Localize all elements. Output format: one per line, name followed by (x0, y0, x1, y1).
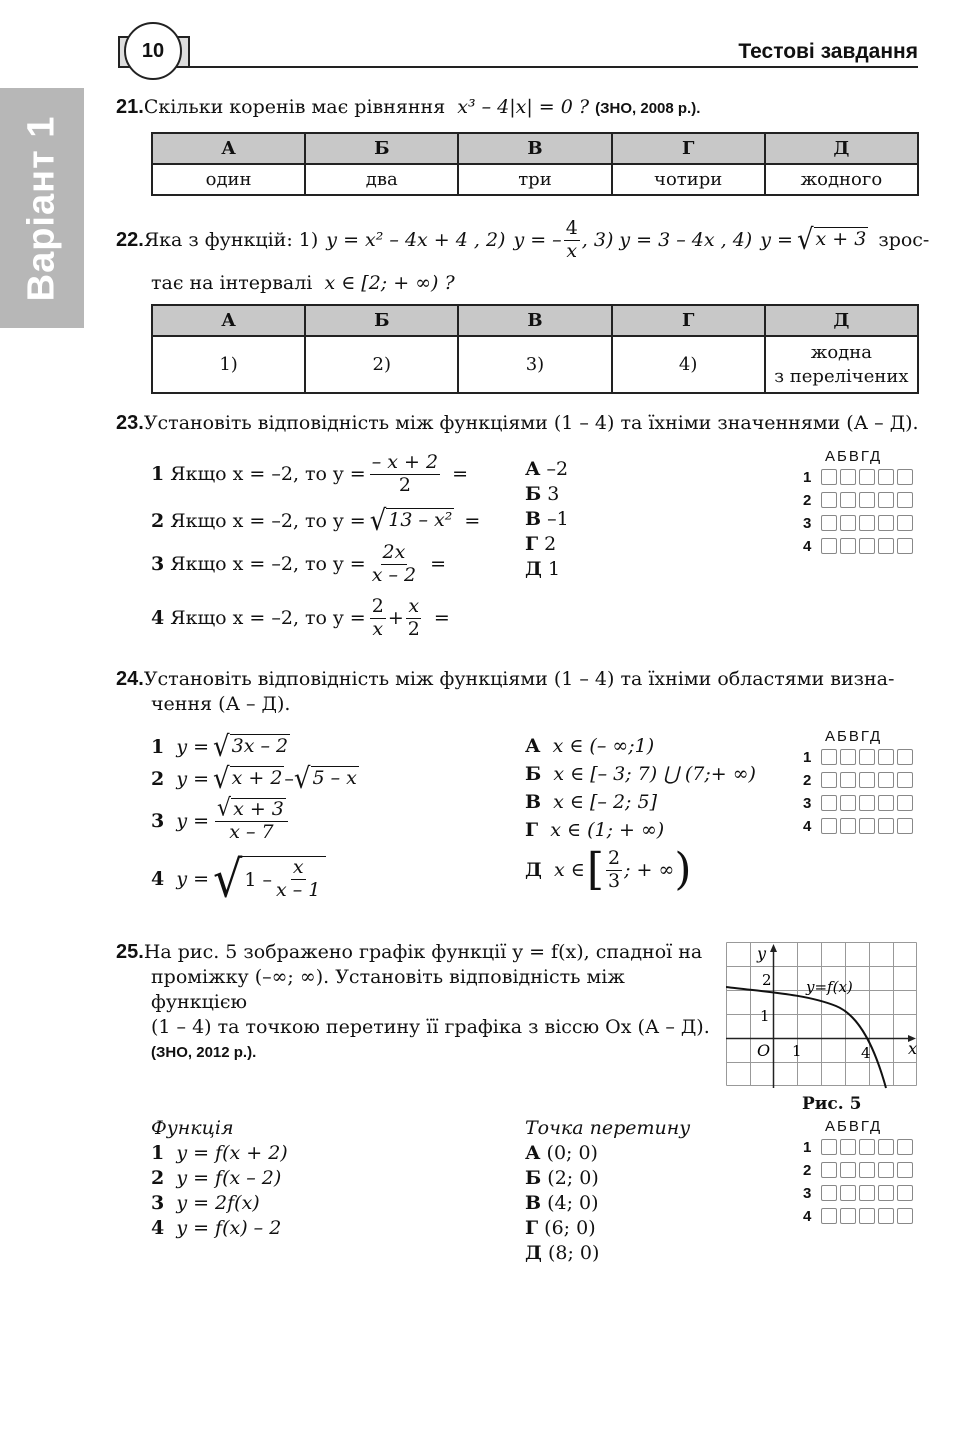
q25-grid-box[interactable] (821, 1139, 837, 1155)
q25-line-3: (1 – 4) та точкою перетину її графіка з віссю Ox (А – Д). (151, 1016, 710, 1038)
q24-answer-g-letter: Г (525, 819, 539, 841)
q25-answer-b (525, 1166, 690, 1191)
q24-item-3-numer (215, 794, 288, 823)
q22-f2-den: x (566, 239, 578, 262)
q24-grid-row-3 (803, 793, 916, 813)
q24-grid-box[interactable] (840, 749, 856, 765)
q25-answer-d-letter: Д (525, 1242, 542, 1264)
q25-answer-g-letter: Г (525, 1217, 539, 1239)
q24-grid-box[interactable] (840, 772, 856, 788)
q24-grid-box[interactable] (878, 818, 894, 834)
q25-answer-v (525, 1191, 690, 1216)
q25-answer-a-value: (0; 0) (546, 1142, 598, 1164)
q24-grid-row-1 (803, 747, 916, 767)
q23-item-3-eq: = (430, 553, 447, 576)
q23-number: 23. (116, 412, 144, 434)
q24-answer-d-lbracket: [ (586, 844, 604, 896)
q23-answers (525, 457, 569, 582)
q25-grid-header: АБВГД (825, 1118, 883, 1135)
q23-answer-a (525, 457, 569, 482)
q25-fig-y-label: y (757, 944, 767, 963)
q23-grid-row-4-label: 4 (803, 537, 812, 555)
q23-grid-box[interactable] (897, 492, 913, 508)
q25-grid-box[interactable] (840, 1162, 856, 1178)
q25-grid-row-4 (803, 1206, 916, 1226)
q24-answer-grid (803, 728, 923, 838)
q24-grid-box[interactable] (878, 749, 894, 765)
q21-option-d: жодного (765, 164, 918, 195)
q23-grid-box[interactable] (821, 469, 837, 485)
q23-item-4 (151, 596, 450, 641)
q24-grid-box[interactable] (821, 818, 837, 834)
q23-grid-box[interactable] (821, 492, 837, 508)
q21-option-b: два (305, 164, 458, 195)
q21-head-g: Г (612, 133, 765, 164)
q21-answer-table (151, 132, 919, 196)
q25-answer-b-letter: Б (525, 1167, 542, 1189)
q25-answer-a (525, 1141, 690, 1166)
q24-answer-d-denom: 3 (608, 869, 621, 892)
q24-answer-b-value: x ∈ [– 3; 7) ⋃ (7;+ ∞) (553, 763, 756, 785)
q24-item-2-sqrt2: √ 5 – x (293, 762, 357, 796)
q22-head-v: В (458, 305, 611, 336)
q25-text (116, 940, 716, 1065)
q23-item-4-plus: + (387, 607, 404, 630)
q23-answer-b (525, 482, 569, 507)
q22-option-a: 1) (152, 336, 305, 393)
q25-answer-v-value: (4; 0) (547, 1192, 599, 1214)
q23-grid-box[interactable] (840, 515, 856, 531)
q25-answer-a-letter: А (525, 1142, 541, 1164)
q22-interval: x ∈ [2; + ∞) ? (324, 272, 455, 294)
q22-answer-table (151, 304, 919, 394)
q23-grid-box[interactable] (897, 515, 913, 531)
q25-grid-row-1 (803, 1137, 916, 1157)
q25-grid-box[interactable] (840, 1208, 856, 1224)
q24-grid-box[interactable] (859, 749, 875, 765)
q24-grid-box[interactable] (859, 795, 875, 811)
q24-item-4-sqrt: √ 1 – $\frac{x}{x - 1}$ (213, 856, 326, 902)
q24-grid-box[interactable] (821, 795, 837, 811)
q22-option-d-line2: з перелічених (774, 365, 909, 387)
q25-grid-row-1-label: 1 (803, 1138, 812, 1156)
q25-fig-tick-x4: 4 (861, 1044, 871, 1062)
q25-grid-box[interactable] (878, 1185, 894, 1201)
q22-option-d (765, 336, 918, 393)
q25-grid-box[interactable] (897, 1185, 913, 1201)
q24-grid-row-4 (803, 816, 916, 836)
q24-answer-g-value: x ∈ (1; + ∞) (550, 819, 665, 841)
q22-f4-rad: x + 3 (814, 227, 869, 253)
q25-grid-box[interactable] (878, 1208, 894, 1224)
q23-grid-box[interactable] (821, 515, 837, 531)
q23-answer-a-value: –2 (546, 458, 569, 480)
q23-grid-box[interactable] (859, 515, 875, 531)
q23-answer-d (525, 557, 569, 582)
q24-item-1 (151, 730, 290, 764)
q24-item-2-rad2: 5 – x (311, 766, 359, 792)
q22-head-a: А (152, 305, 305, 336)
q24-item-3-rad: x + 3 (233, 798, 284, 820)
q23-item-4-pre: Якщо x = –2, то y = (170, 607, 366, 630)
q23-item-3-numer: 2x (382, 541, 406, 563)
q23-grid-box[interactable] (840, 469, 856, 485)
q25-grid-row-2 (803, 1160, 916, 1180)
q24-answer-a-letter: А (525, 735, 541, 757)
q23-item-1-num: 1 (151, 463, 165, 486)
q25-grid-row-2-label: 2 (803, 1161, 812, 1179)
q25-fig-tick-y2: 2 (762, 971, 772, 989)
q25-item-4-num: 4 (151, 1217, 165, 1239)
q25-item-4-value: y = f(x) – 2 (176, 1217, 282, 1239)
q25-answer-g-value: (6; 0) (544, 1217, 596, 1239)
q25-ref: (ЗНО, 2012 р.). (151, 1044, 257, 1061)
q24-grid-row-4-label: 4 (803, 817, 812, 835)
q25-figure-grid (727, 943, 917, 1086)
q22-number: 22. (116, 228, 144, 251)
q23-answer-g-value: 2 (544, 533, 557, 555)
q23-item-4-eq: = (433, 607, 450, 630)
q21-option-v: три (458, 164, 611, 195)
q24-item-2-rad1: x + 2 (230, 766, 285, 792)
q24-answer-d (525, 844, 692, 896)
q25-grid-row-4-label: 4 (803, 1207, 812, 1225)
q22-text-a: Яка з функцій: 1) (143, 229, 319, 252)
q21-head-a: А (152, 133, 305, 164)
q24-answer-v (525, 788, 756, 816)
q24-item-4-radicand (242, 856, 326, 902)
q25-grid-box[interactable] (878, 1139, 894, 1155)
q25-item-1-value: y = f(x + 2) (176, 1142, 288, 1164)
q25-fig-caption: Рис. 5 (802, 1094, 862, 1114)
q24-answer-a-value: x ∈ (– ∞;1) (552, 735, 655, 757)
q23-answer-a-letter: А (525, 458, 541, 480)
q25-fig-tick-y1: 1 (760, 1007, 770, 1025)
q24-grid-row-2 (803, 770, 916, 790)
q24-item-1-pre: y = (176, 736, 210, 758)
q25-fig-origin: O (757, 1041, 771, 1060)
q23-answer-grid (803, 448, 923, 558)
q23-answer-g (525, 532, 569, 557)
q23-item-1-numer: – x + 2 (371, 451, 439, 473)
q23-item-3-frac (370, 542, 418, 587)
q23-grid-box[interactable] (840, 492, 856, 508)
q25-answer-grid (803, 1118, 923, 1228)
q23-grid-box[interactable] (878, 492, 894, 508)
q24-item-3-num: 3 (151, 809, 165, 832)
q24-line-2 (151, 693, 290, 715)
q23-grid-row-4 (803, 536, 916, 556)
q23-item-3-denom: x – 2 (371, 563, 417, 586)
q25-grid-box[interactable] (821, 1208, 837, 1224)
q24-grid-box[interactable] (821, 749, 837, 765)
q23-answer-v-value: –1 (547, 508, 569, 530)
q23-grid-box[interactable] (897, 538, 913, 554)
q24-grid-box[interactable] (897, 772, 913, 788)
q24-item-1-num: 1 (151, 736, 165, 758)
q25-item-1 (151, 1141, 288, 1166)
page-number: 10 (124, 22, 182, 80)
q25-item-3-value: y = 2f(x) (176, 1192, 260, 1214)
q24-answer-d-post: ; + ∞ (624, 859, 675, 882)
q21-head-d: Д (765, 133, 918, 164)
q23-item-2 (151, 504, 481, 538)
q24-answer-b-letter: Б (525, 763, 542, 785)
q24-item-2-pre: y = (176, 768, 210, 790)
q22-f4-sqrt: √ x + 3 (796, 223, 867, 257)
q23-item-2-eq: = (464, 510, 481, 532)
q23-item-1-frac (370, 452, 440, 497)
q25-y-arrow-icon (770, 944, 777, 952)
q23-answer-d-value: 1 (547, 558, 561, 580)
q25-col1-title: Функція (151, 1117, 234, 1139)
page-title: Тестові завдання (738, 40, 918, 63)
q24-item-3-pre: y = (176, 809, 210, 832)
q24-item-4-numer: x (292, 856, 304, 879)
q22-text-b: зрос- (878, 229, 930, 252)
q24-grid-box[interactable] (878, 772, 894, 788)
q25-item-3 (151, 1191, 288, 1216)
q24-grid-row-2-label: 2 (803, 771, 812, 789)
q24-grid-box[interactable] (878, 795, 894, 811)
q22-f1: y = x² – 4x + 4 , 2) (326, 229, 506, 252)
q25-col2-title: Точка перетину (525, 1117, 691, 1139)
q24-item-1-rad: 3x – 2 (230, 734, 290, 760)
q25-grid-box[interactable] (897, 1139, 913, 1155)
q24-item-3-frac (215, 794, 288, 844)
q23-item-4-denom1: x (372, 617, 384, 640)
q25-item-2-value: y = f(x – 2) (176, 1167, 282, 1189)
q24-grid-box[interactable] (840, 795, 856, 811)
q25-grid-box[interactable] (821, 1185, 837, 1201)
q25-item-1-num: 1 (151, 1142, 165, 1164)
q24-answer-d-letter: Д (525, 859, 542, 882)
q24-item-2 (151, 762, 359, 796)
q22-line-2 (151, 272, 455, 294)
q25-grid-box[interactable] (897, 1162, 913, 1178)
q23-item-1 (151, 452, 468, 497)
q23-item-4-frac2 (406, 596, 422, 641)
q24-grid-box[interactable] (897, 818, 913, 834)
q25-fig-x-label: x (908, 1039, 918, 1058)
q24-item-4-frac (274, 857, 322, 902)
q22-f2-frac (564, 218, 580, 263)
q24-grid-box[interactable] (859, 818, 875, 834)
q23-item-3 (151, 542, 446, 587)
q25-points (525, 1116, 690, 1266)
q23-item-1-denom: 2 (398, 473, 411, 496)
q24-answer-a (525, 732, 756, 760)
q22-head-d: Д (765, 305, 918, 336)
q23-grid-box[interactable] (821, 538, 837, 554)
q24-answer-d-pre: x ∈ (554, 859, 585, 882)
q22-option-g: 4) (612, 336, 765, 393)
q24-answer-d-frac (606, 848, 622, 893)
q24-item-2-num: 2 (151, 768, 165, 790)
q25-grid-row-3-label: 3 (803, 1184, 812, 1202)
q24-grid-box[interactable] (897, 795, 913, 811)
q21-line (116, 96, 700, 119)
q23-item-2-sqrt: √ 13 – x² (369, 504, 453, 538)
q23-answer-g-letter: Г (525, 533, 539, 555)
q25-fig-tick-x1: 1 (792, 1042, 802, 1060)
q21-option-g: чотири (612, 164, 765, 195)
q25-grid-box[interactable] (859, 1139, 875, 1155)
q22-f2-pre: y = – (513, 229, 562, 252)
q25-item-3-num: 3 (151, 1192, 165, 1214)
q23-grid-box[interactable] (859, 492, 875, 508)
q25-answer-g (525, 1216, 690, 1241)
q23-grid-row-2-label: 2 (803, 491, 812, 509)
q24-item-3-sqrt: √ x + 3 (217, 794, 284, 823)
q23-item-1-pre: Якщо x = –2, то y = (170, 463, 366, 486)
q22-f4-pre: y = (760, 229, 793, 252)
q23-item-2-num: 2 (151, 510, 165, 532)
q25-answer-b-value: (2; 0) (547, 1167, 599, 1189)
q23-item-4-numer2: x (408, 595, 420, 617)
q23-item-4-denom2: 2 (407, 617, 420, 640)
q23-answer-v-letter: В (525, 508, 542, 530)
q25-grid-box[interactable] (878, 1162, 894, 1178)
q21-option-a: один (152, 164, 305, 195)
q21-text: Скільки коренів має рівняння (143, 96, 446, 118)
q22-option-d-line1: жодна (810, 342, 872, 364)
q23-grid-box[interactable] (840, 538, 856, 554)
q25-grid-box[interactable] (859, 1185, 875, 1201)
q23-grid-box[interactable] (859, 469, 875, 485)
q25-functions (151, 1116, 288, 1241)
q24-text-b: чення (А – Д). (151, 693, 291, 715)
q23-grid-row-1-label: 1 (803, 468, 812, 486)
q24-item-3 (151, 794, 290, 844)
q24-grid-box[interactable] (821, 772, 837, 788)
q21-equation: x³ – 4|x| = 0 ? (457, 96, 590, 118)
q24-grid-box[interactable] (859, 772, 875, 788)
q24-grid-header: АБВГД (825, 728, 883, 745)
q25-line-2: проміжку (–∞; ∞). Установіть відповідність між функцією (151, 966, 625, 1013)
q25-item-2-num: 2 (151, 1167, 165, 1189)
q24-text-a: Установіть відповідність між функціями (1 – 4) та їхніми областями визна- (143, 668, 895, 690)
q22-f3: , 3) y = 3 – 4x , 4) (581, 229, 753, 252)
q23-answer-b-letter: Б (525, 483, 542, 505)
q23-answer-v (525, 507, 569, 532)
q23-grid-box[interactable] (878, 515, 894, 531)
q23-item-1-eq: = (452, 463, 468, 486)
q22-head-g: Г (612, 305, 765, 336)
q22-head-b: Б (305, 305, 458, 336)
q24-item-4-rad-pre: 1 – (244, 868, 272, 891)
q22-f2-num: 4 (565, 217, 578, 239)
q21-head-v: В (458, 133, 611, 164)
q24-item-4-num: 4 (151, 868, 165, 890)
q25-grid-box[interactable] (859, 1162, 875, 1178)
q23-grid-row-1 (803, 467, 916, 487)
q24-grid-box[interactable] (897, 749, 913, 765)
q24-grid-box[interactable] (840, 818, 856, 834)
q23-item-2-pre: Якщо x = –2, то y = (170, 510, 366, 532)
q22-option-b: 2) (305, 336, 458, 393)
q24-answer-g (525, 816, 756, 844)
q23-text: Установіть відповідність між функціями (1 – 4) та їхніми значеннями (А – Д). (143, 412, 919, 434)
q23-grid-box[interactable] (897, 469, 913, 485)
q23-grid-box[interactable] (859, 538, 875, 554)
q25-grid-box[interactable] (840, 1185, 856, 1201)
q25-number: 25. (116, 941, 144, 963)
q24-answer-d-numer: 2 (608, 847, 621, 869)
q23-line (116, 412, 919, 435)
q25-fig-curve-label: y=f(x) (806, 978, 853, 996)
q24-item-1-sqrt: √ 3x – 2 (213, 730, 289, 764)
q24-item-4-denom: x – 1 (275, 879, 321, 901)
q24-answer-v-letter: В (525, 791, 542, 813)
q21-ref: (ЗНО, 2008 р.). (595, 100, 701, 117)
q21-head-b: Б (305, 133, 458, 164)
q25-grid-box[interactable] (821, 1162, 837, 1178)
q24-item-4-pre: y = (176, 868, 210, 890)
q24-line-1 (116, 668, 894, 691)
q23-item-2-rad: 13 – x² (386, 508, 454, 534)
q23-item-4-frac1 (370, 596, 386, 641)
q25-item-4 (151, 1216, 288, 1241)
q25-answer-v-letter: В (525, 1192, 542, 1214)
q23-item-3-num: 3 (151, 553, 165, 576)
q24-item-2-minus: – (284, 768, 294, 790)
q24-grid-row-1-label: 1 (803, 748, 812, 766)
q24-item-2-sqrt1: √ x + 2 (213, 762, 283, 796)
q24-answer-d-rparen: ) (674, 844, 692, 896)
q25-grid-box[interactable] (840, 1139, 856, 1155)
q25-figure (726, 942, 920, 1090)
side-label-wrap (0, 88, 84, 328)
q25-answer-d-value: (8; 0) (547, 1242, 600, 1264)
q23-item-4-num: 4 (151, 607, 165, 630)
q25-grid-row-3 (803, 1183, 916, 1203)
q24-number: 24. (116, 668, 144, 690)
q21-number: 21. (116, 96, 144, 118)
q25-grid-box[interactable] (859, 1208, 875, 1224)
q25-item-2 (151, 1166, 288, 1191)
q25-answer-d (525, 1241, 690, 1266)
q24-answer-b (525, 760, 756, 788)
q24-item-4 (151, 849, 326, 909)
q23-grid-row-3-label: 3 (803, 514, 812, 532)
q24-answer-v-value: x ∈ [– 2; 5] (553, 791, 657, 813)
q23-answer-b-value: 3 (547, 483, 560, 505)
q25-grid-box[interactable] (897, 1208, 913, 1224)
q23-answer-d-letter: Д (525, 558, 542, 580)
q23-item-3-pre: Якщо x = –2, то y = (170, 553, 366, 576)
q24-answers (525, 732, 756, 844)
q22-text-c: тає на інтервалі (151, 272, 313, 294)
q23-grid-box[interactable] (878, 469, 894, 485)
q23-grid-box[interactable] (878, 538, 894, 554)
header-rule (118, 66, 918, 68)
q23-grid-header: АБВГД (825, 448, 883, 465)
side-label: Варіант 1 (20, 115, 63, 301)
q22-line-1 (116, 218, 929, 263)
q25-line-1 (116, 940, 716, 965)
q24-item-3-denom: x – 7 (229, 820, 274, 843)
q22-option-v: 3) (458, 336, 611, 393)
q25-line-1-text: На рис. 5 зображено графік функції y = f(x), спадної на (143, 941, 703, 963)
q23-grid-row-3 (803, 513, 916, 533)
q23-item-4-numer1: 2 (371, 595, 384, 617)
q23-grid-row-2 (803, 490, 916, 510)
q24-grid-row-3-label: 3 (803, 794, 812, 812)
